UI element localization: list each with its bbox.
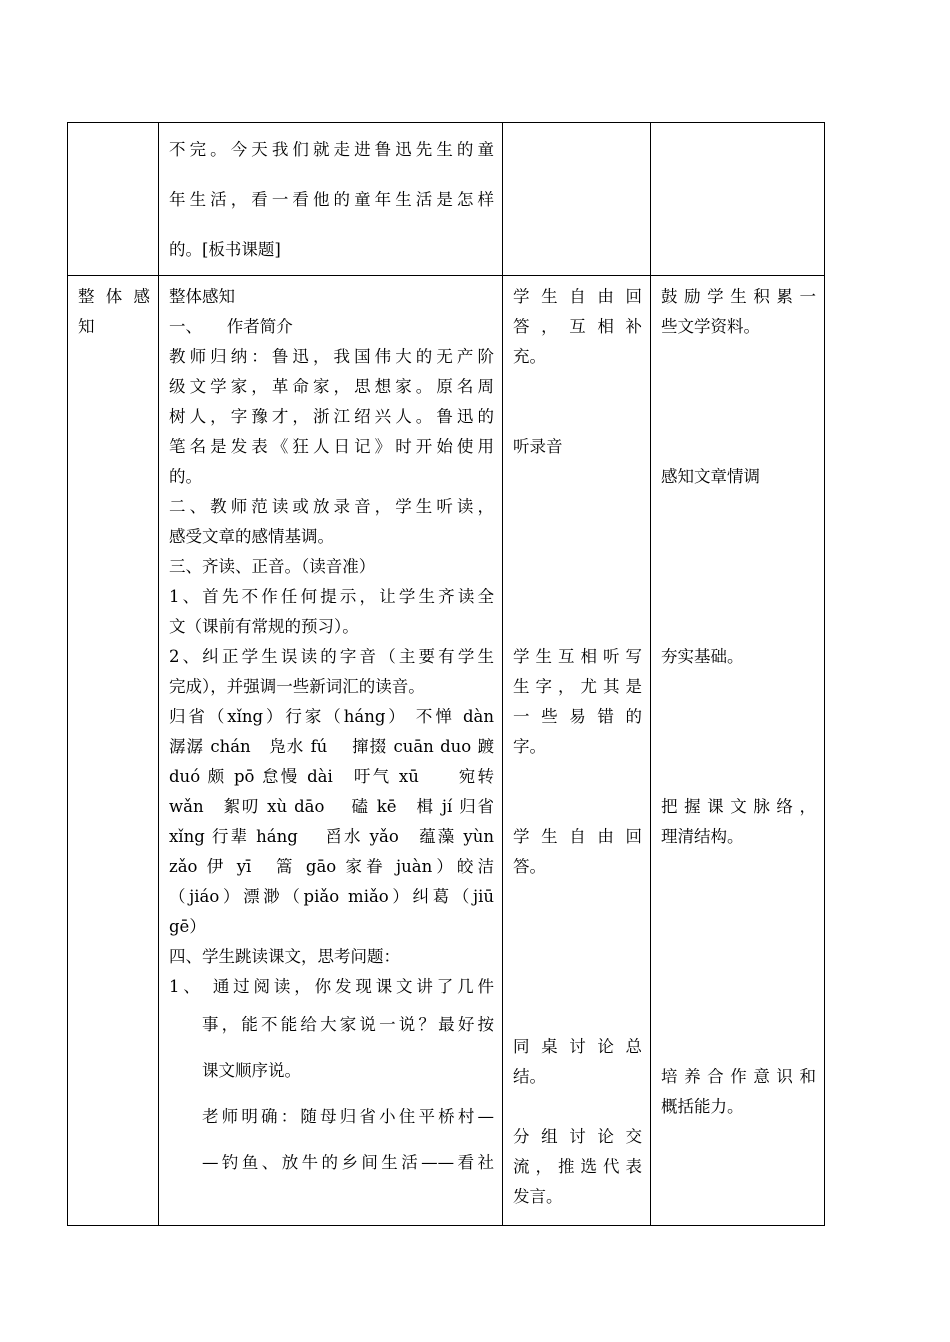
text-line: duó 颇 pō 怠慢 dài 吁气 xū 宛转 xyxy=(169,767,494,786)
text-line xyxy=(661,972,816,1002)
text-line xyxy=(661,732,816,762)
text-line: 结。 xyxy=(513,1067,546,1086)
text-line: 四、学生跳读课文，思考问题： xyxy=(169,947,400,966)
text-line: 的。 xyxy=(169,467,202,486)
text-line: 学 生 自 由 回 xyxy=(513,827,642,846)
text-line: 听录音 xyxy=(513,437,563,456)
text-line xyxy=(661,552,816,582)
text-line xyxy=(661,342,816,372)
text-line xyxy=(661,702,816,732)
text-line: 1、首先不作任何提示，让学生齐读全 xyxy=(169,587,494,606)
lesson-plan-table xyxy=(67,122,825,1226)
text-line: 树人，字豫才，浙江绍兴人。鲁迅的 xyxy=(169,407,494,426)
table-row xyxy=(68,123,825,276)
text-line: 1、 通过阅读，你发现课文讲了几件 xyxy=(169,977,494,996)
text-line: 感知文章情调 xyxy=(661,467,760,486)
text-line xyxy=(513,522,642,552)
text-line xyxy=(513,972,642,1002)
design-intent-cell xyxy=(651,276,825,1226)
text-line: gē） xyxy=(169,917,206,936)
text-line: 夯实基础。 xyxy=(661,647,744,666)
text-line: 培养合作意识和 xyxy=(661,1067,816,1086)
text-line xyxy=(513,942,642,972)
text-line: wǎn 絮叨 xù dāo 磕 kē 楫 jí 归省 xyxy=(169,797,494,816)
text-line: 潺潺 chán 凫水 fú 撺掇 cuān duo 踱 xyxy=(169,737,494,756)
text-line: 感受文章的感情基调。 xyxy=(169,527,334,546)
text-line: 三、齐读、正音。（读音准） xyxy=(169,557,376,576)
text-line xyxy=(513,372,642,402)
text-line: zǎo 伊 yī 篙 gāo 家眷 juàn）皎洁 xyxy=(169,857,494,876)
text-line xyxy=(513,1092,642,1122)
text-line xyxy=(513,492,642,522)
text-line xyxy=(513,1002,642,1032)
text-line xyxy=(661,672,816,702)
text-line: 的。[板书课题] xyxy=(169,240,281,259)
text-line: 一、 作者简介 xyxy=(169,317,293,336)
section-label-cell xyxy=(68,276,159,1226)
text-line: 级文学家，革命家，思想家。原名周 xyxy=(169,377,494,396)
sub-item-block xyxy=(169,1002,494,1186)
text-line xyxy=(513,462,642,492)
text-line xyxy=(513,912,642,942)
text-line: 笔名是发表《狂人日记》时开始使用 xyxy=(169,437,494,456)
text-line: 不完。今天我们就走进鲁迅先生的童 xyxy=(169,140,494,159)
text-line: 生字，尤其是 xyxy=(513,677,642,696)
text-line: 课文顺序说。 xyxy=(202,1061,301,1080)
text-line xyxy=(661,882,816,912)
text-line: xǐng 行辈 háng 舀水 yǎo 蕴藻 yùn xyxy=(169,827,494,846)
row1-col4 xyxy=(651,123,825,276)
text-line xyxy=(661,852,816,882)
text-line xyxy=(513,612,642,642)
text-line: 教师归纳：鲁迅，我国伟大的无产阶 xyxy=(169,347,494,366)
text-line: 完成），并强调一些新词汇的读音。 xyxy=(169,677,425,696)
text-line: 归省（xǐng）行家（háng） 不惮 dàn xyxy=(169,707,494,726)
row1-col3 xyxy=(503,123,651,276)
text-line: 年生活，看一看他的童年生活是怎样 xyxy=(169,190,494,209)
text-line: 概括能力。 xyxy=(661,1097,744,1116)
text-line: 鼓励学生积累一 xyxy=(661,287,816,306)
table-row xyxy=(68,276,825,1226)
text-line: 发言。 xyxy=(513,1187,563,1206)
text-line xyxy=(513,792,642,822)
row1-col1 xyxy=(68,123,159,276)
text-line: 字。 xyxy=(513,737,546,756)
section-label: 知 xyxy=(78,317,95,336)
text-line: 学生互相听写 xyxy=(513,647,642,666)
text-line: 充。 xyxy=(513,347,546,366)
text-line: 事，能不能给大家说一说？最好按 xyxy=(202,1015,494,1034)
text-line: 些文学资料。 xyxy=(661,317,760,336)
text-line xyxy=(513,762,642,792)
text-line xyxy=(661,492,816,522)
text-line xyxy=(661,612,816,642)
text-line xyxy=(661,522,816,552)
text-line: 流，推选代表 xyxy=(513,1157,642,1176)
text-line: 分组讨论交 xyxy=(513,1127,642,1146)
text-line xyxy=(661,762,816,792)
text-line: （jiáo）漂渺（piǎo miǎo）纠葛（jiū xyxy=(169,887,494,906)
text-line xyxy=(513,402,642,432)
text-line xyxy=(513,582,642,612)
section-label: 整 体 感 xyxy=(78,287,150,306)
text-line: 答 ， 互 相 补 xyxy=(513,317,642,336)
text-line: 学 生 自 由 回 xyxy=(513,287,642,306)
text-line xyxy=(661,582,816,612)
text-line xyxy=(661,372,816,402)
student-activity-cell xyxy=(503,276,651,1226)
text-line xyxy=(661,912,816,942)
text-line: 同桌讨论总 xyxy=(513,1037,642,1056)
text-line xyxy=(661,402,816,432)
text-line: 2、纠正学生误读的字音（主要有学生 xyxy=(169,647,494,666)
text-line: 文（课前有常规的预习）。 xyxy=(169,617,359,636)
text-line: 老师明确：随母归省小住平桥村— xyxy=(202,1107,494,1126)
text-line: 一 些 易 错 的 xyxy=(513,707,642,726)
text-line xyxy=(513,552,642,582)
text-line xyxy=(661,1032,816,1062)
text-line: 把握课文脉络， xyxy=(661,797,816,816)
text-line: 整体感知 xyxy=(169,287,235,306)
text-line xyxy=(513,882,642,912)
text-line xyxy=(661,1002,816,1032)
text-line: —钓鱼、放牛的乡间生活——看社 xyxy=(202,1153,494,1172)
row1-col2 xyxy=(159,123,503,276)
text-line: 理清结构。 xyxy=(661,827,744,846)
text-line: 答。 xyxy=(513,857,546,876)
text-line xyxy=(661,942,816,972)
text-line xyxy=(661,432,816,462)
text-line: 二、教师范读或放录音，学生听读， xyxy=(169,497,494,516)
teacher-activity-cell xyxy=(159,276,503,1226)
